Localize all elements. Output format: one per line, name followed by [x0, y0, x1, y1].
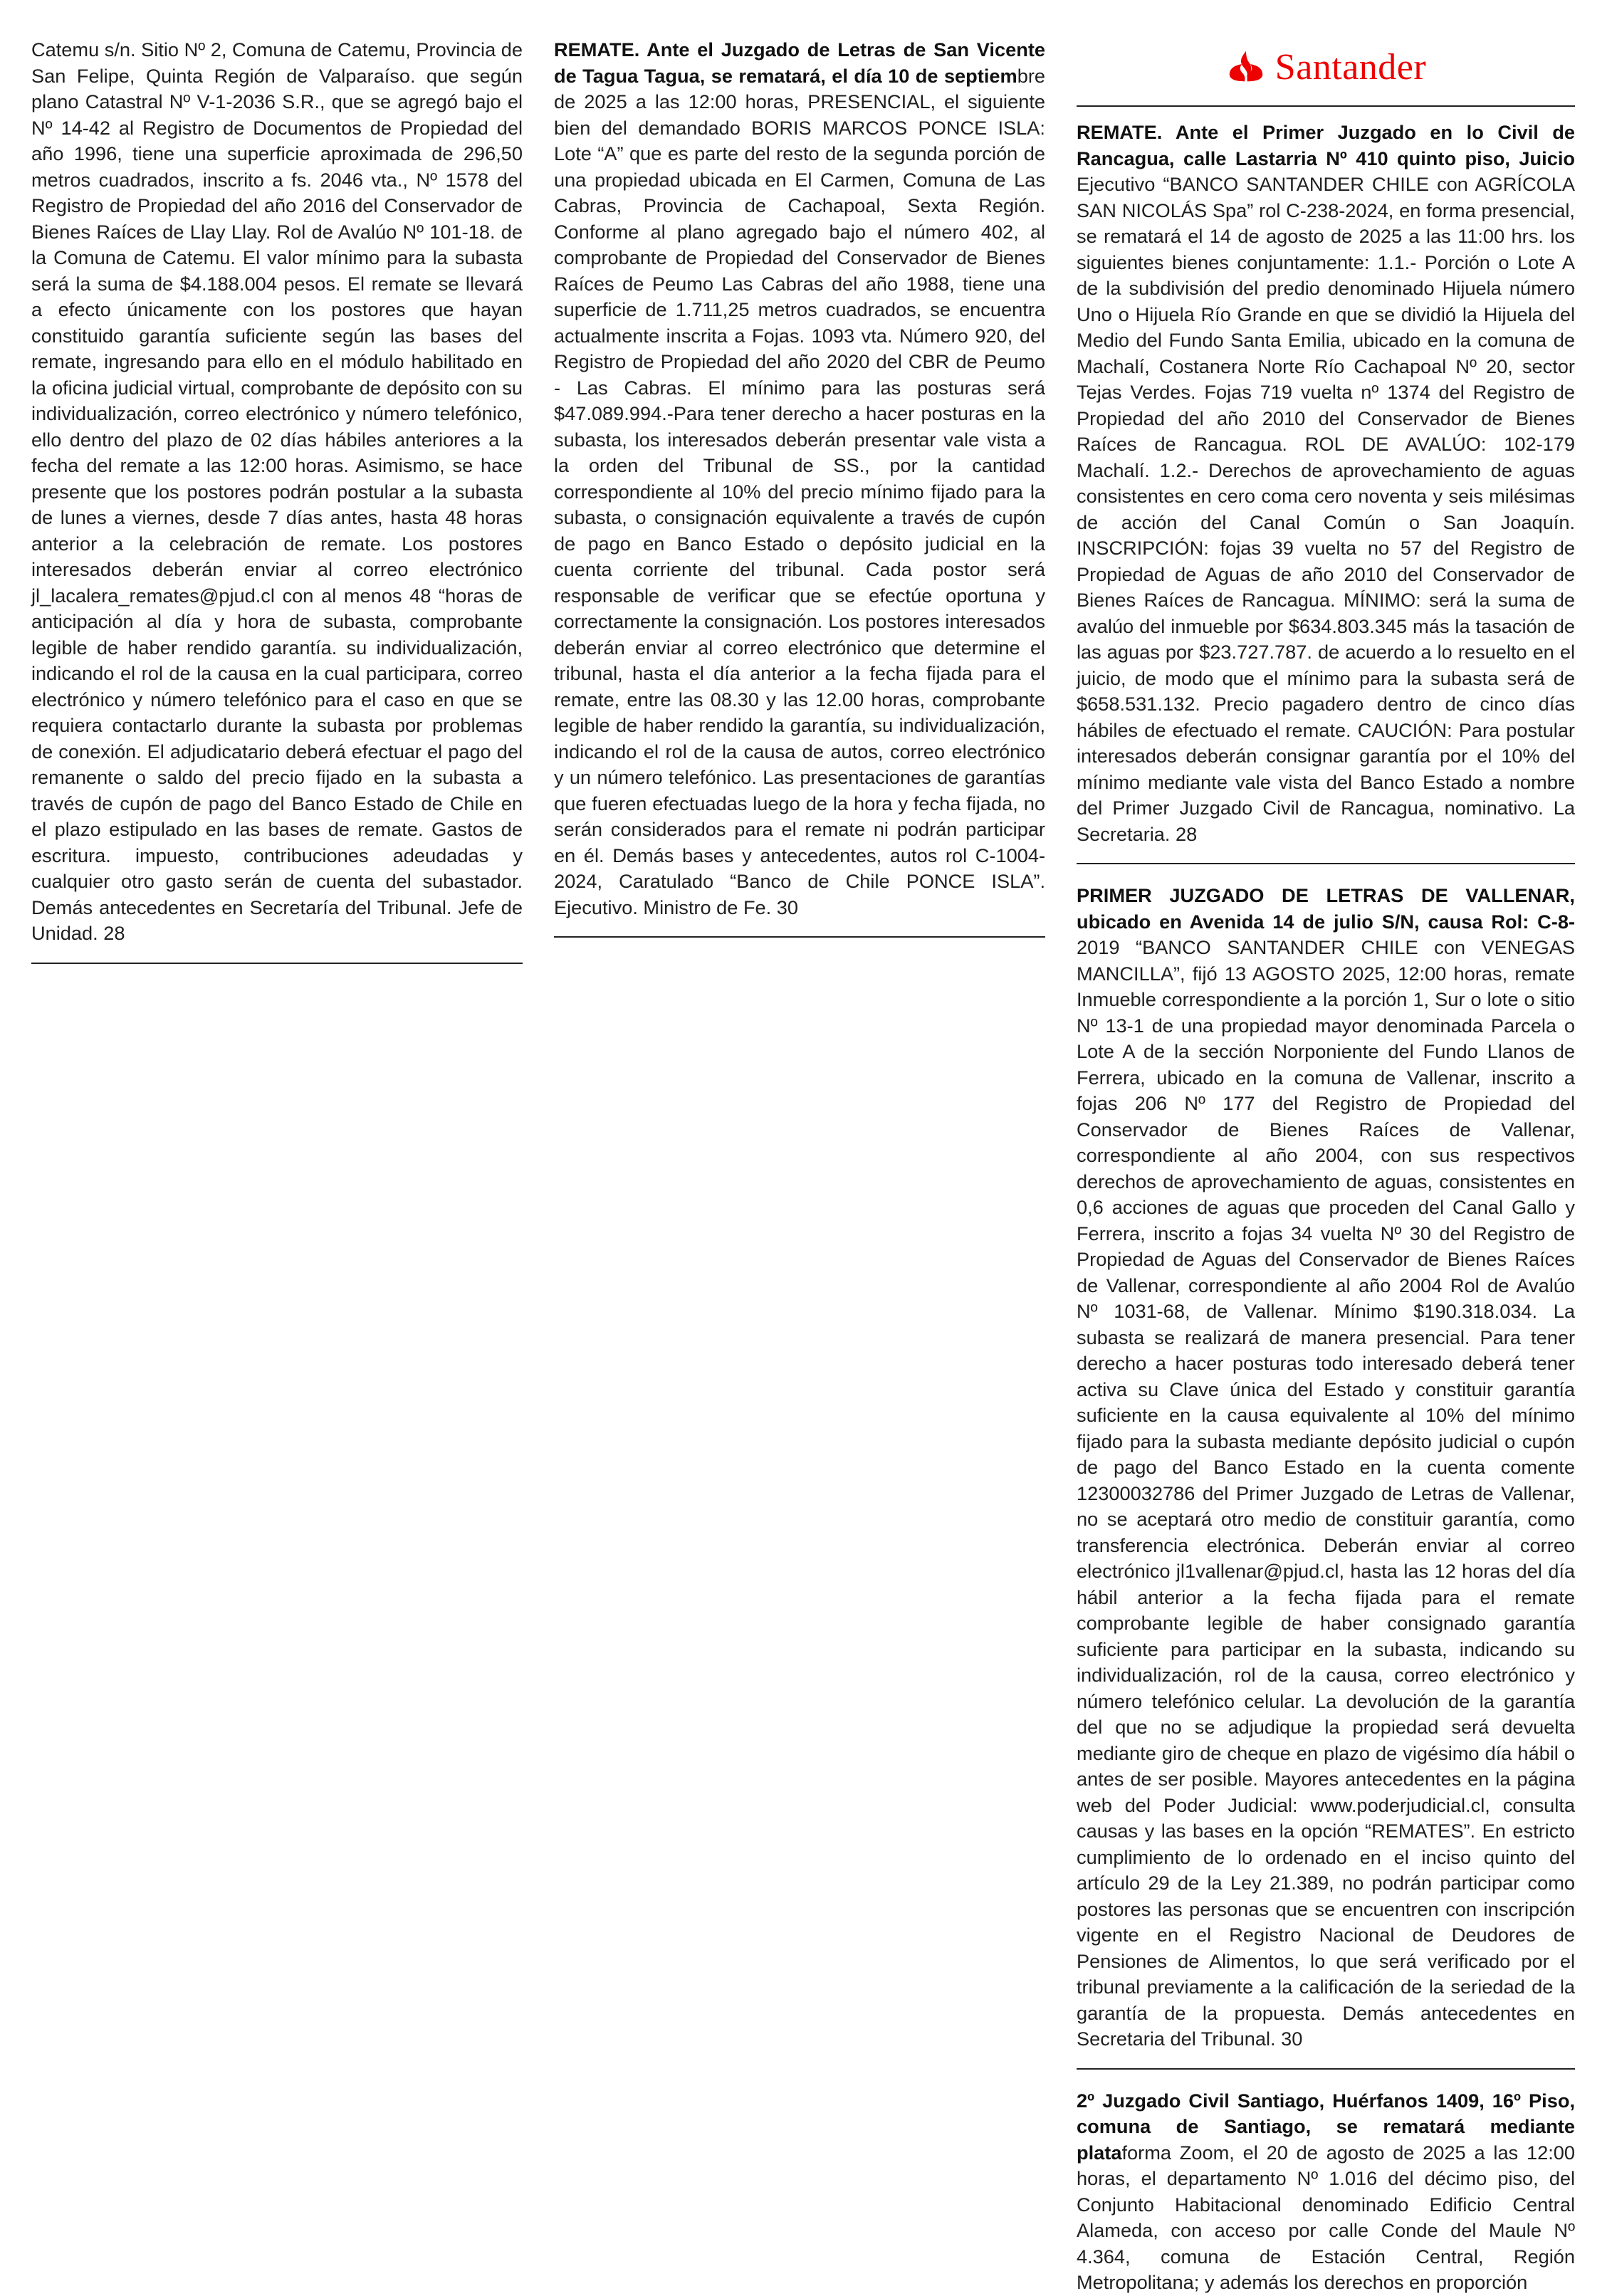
notice-vallenar-text: 2019 “BANCO SANTANDER CHILE con VENEGAS MANCILLA”, fijó 13 AGOSTO 2025, 12:00 horas, remate Inmueble correspondiente a la porción 1, Sur o lote o sitio Nº 13-1 de una propiedad mayor denominada Parcela o Lote A de la sección Norponiente del Fundo Llanos de Ferrera, ubicado en la comuna de Vallenar, inscrito a fojas 206 Nº 177 del Registro de Propiedad del Conservador de Bienes Raíces de Vallenar, correspondiente al año 2004, con sus respectivos derechos de aprovechamiento de aguas, consistentes en 0,6 acciones de aguas que proceden del Canal Gallo y Ferrera, inscrito a fojas 34 vuelta Nº 30 del Registro de Propiedad de Aguas del Conservador de Bienes Raíces de Vallenar, correspondiente al año 2004 Rol de Avalúo Nº 1031-68, de Vallenar. Mínimo $190.318.034. La subasta se realizará de manera presencial. Para tener derecho a hacer posturas todo interesado deberá tener activa su Clave única del Estado y constituir garantía suficiente en la causa equivalente al 10% del mínimo fijado para la subasta mediante depósito judicial o cupón de pago del Banco Estado en la cuenta comente 12300032786 del Primer Juzgado de Letras de Vallenar, no se aceptará otro medio de constituir garantía, como transferencia electrónica. Deberán enviar al correo electrónico jl1vallenar@pjud.cl, hasta las 12 horas del día hábil anterior a la fecha fijada para el remate comprobante legible de haber consignado garantía suficiente para participar en la subasta, indicando su individualización, rol de la causa, correo electrónico y número telefónico celular. La devolución de la garantía del que no se adjudique la propiedad será devuelta mediante giro de cheque en plazo de vigésimo día hábil o antes de ser posible. Mayores antecedentes en la página web del Poder Judicial: www.poderjudicial.cl, consulta causas y las bases en la opción “REMATES”. En estricto cumplimiento de lo ordenado en el inciso quinto del artículo 29 de la Ley 21.389, no podrán participar como postores las personas que se encuentren con inscripción vigente en el Registro Nacional de Deudores de Pensiones de Alimentos, lo que será verificado por el tribunal previamente a la calificación de la seriedad de la garantía de la propuesta. Demás antecedentes en Secretaria del Tribunal. 30 [1077, 936, 1575, 2050]
notice-santiago [1077, 2088, 1575, 2296]
notice-san-vicente-heading: REMATE. Ante el Juzgado de Letras de San Vicente de Tagua Tagua, se rematará, el día 10 de septiem [554, 38, 1045, 87]
column-divider [1077, 2068, 1575, 2070]
santander-flame-icon [1225, 47, 1267, 88]
column-middle [554, 37, 1045, 956]
notice-catemu-text: Catemu s/n. Sitio Nº 2, Comuna de Catemu, Provincia de San Felipe, Quinta Región de Valparaíso. que según plano Catastral Nº V-1-2036 S.R., que se agregó bajo el Nº 14-42 al Registro de Documentos de Propiedad del año 1996, tiene una superficie aproximada de 296,50 metros cuadrados, inscrito a fs. 2046 vta., Nº 1578 del Registro de Propiedad del año 2016 del Conservador de Bienes Raíces de Llay Llay. Rol de Avalúo Nº 101-18. de la Comuna de Catemu. El valor mínimo para la subasta será la suma de $4.188.004 pesos. El remate se llevará a efecto únicamente con los postores que hayan constituido garantía suficiente según las bases del remate, ingresando para ello en el módulo habilitado en la oficina judicial virtual, comprobante de depósito con su individualización, correo electrónico y número telefónico, ello dentro del plazo de 02 días hábiles anteriores a la fecha del remate a las 12:00 horas. Asimismo, se hace presente que los postores podrán postular a la subasta de lunes a viernes, desde 7 días antes, hasta 48 horas anterior a la celebración de remate. Los postores interesados deberán enviar al correo electrónico jl_lacalera_remates@pjud.cl con al menos 48 “horas de anticipación al día y hora de subasta, comprobante legible de haber rendido garantía. su individualización, indicando el rol de la causa en la cual participara, correo electrónico y número telefónico para el caso en que se requiera contactarlo durante la subasta por problemas de conexión. El adjudicatario deberá efectuar el pago del remanente o saldo del precio fijado en la subasta a través de cupón de pago del Banco Estado de Chile en el plazo estipulado en las bases de remate. Gastos de escritura. impuesto, contribuciones adeudadas y cualquier otro gasto serán de cuenta del subastador. Demás antecedentes en Secretaría del Tribunal. Jefe de Unidad. 28 [31, 38, 523, 944]
column-divider [1077, 863, 1575, 864]
notice-vallenar-heading: PRIMER JUZGADO DE LETRAS DE VALLENAR, ubicado en Avenida 14 de julio S/N, causa Rol: C-8- [1077, 884, 1575, 933]
column-divider [1077, 105, 1575, 107]
column-divider [31, 963, 523, 964]
santander-logo-text: Santander [1275, 46, 1427, 88]
notice-santiago-heading: 2º Juzgado Civil Santiago, Huérfanos 1409, 16º Piso, comuna de Santiago, se rematará mediante plata [1077, 2089, 1575, 2164]
column-left [31, 37, 523, 982]
notice-rancagua [1077, 120, 1575, 847]
notice-san-vicente-text: bre de 2025 a las 12:00 horas, PRESENCIAL, el siguiente bien del demandado BORIS MARCOS PONCE ISLA: Lote “A” que es parte del resto de la segunda porción de una propiedad ubicada en El Carmen, Comuna de Las Cabras, Provincia de Cachapoal, Sexta Región. Conforme al plano agregado bajo el número 402, al comprobante de Propiedad del Conservador de Bienes Raíces de Peumo Las Cabras del año 1988, tiene una superficie de 1.711,25 metros cuadrados, se encuentra actualmente inscrita a Fojas. 1093 vta. Número 920, del Registro de Propiedad del año 2020 del CBR de Peumo - Las Cabras. El mínimo para las posturas será $47.089.994.-Para tener derecho a hacer posturas en la subasta, los interesados deberán presentar vale vista a la orden del Tribunal de SS., por la cantidad correspondiente al 10% del precio mínimo fijado para la subasta, o consignación equivalente a través de cupón de pago en Banco Estado o depósito judicial en la cuenta corriente del tribunal. Cada postor será responsable de verificar que se efectúe oportuna y correctamente la consignación. Los postores interesados deberán enviar al correo electrónico que determine el tribunal, hasta el día anterior a la fecha fijada para el remate, entre las 08.30 y las 12.00 horas, comprobante legible de haber rendido la garantía, su individualización, indicando el rol de la causa de autos, correo electrónico y un número telefónico. Las presentaciones de garantías que fueren efectuadas luego de la hora y fecha fijada, no serán considerados para el remate ni podrán participar en él. Demás bases y antecedentes, autos rol C-1004-2024, Caratulado “Banco de Chile PONCE ISLA”. Ejecutivo. Ministro de Fe. 30 [554, 64, 1045, 918]
notice-rancagua-text: Ejecutivo “BANCO SANTANDER CHILE con AGRÍCOLA SAN NICOLÁS Spa” rol C-238-2024, en forma presencial, se rematará el 14 de agosto de 2025 a las 11:00 hrs. los siguientes bienes conjuntamente: 1.1.- Porción o Lote A de la subdivisión del predio denominado Hijuela número Uno o Hijuela Río Grande en que se dividió la Hijuela del Medio del Fundo Santa Emilia, ubicado en la comuna de Machalí, Costanera Norte Río Cachapoal Nº 20, sector Tejas Verdes. Fojas 719 vuelta nº 1374 del Registro de Propiedad del año 2010 del Conservador de Bienes Raíces de Rancagua. ROL DE AVALÚO: 102-179 Machalí. 1.2.- Derechos de aprovechamiento de aguas consistentes en cero coma cero noventa y seis milésimas de acción del Canal Común o San Joaquín. INSCRIPCIÓN: fojas 39 vuelta no 57 del Registro de Propiedad de Aguas de año 2010 del Conservador de Bienes Raíces de Rancagua. MÍNIMO: será la suma de avalúo del inmueble por $634.803.345 más la tasación de las aguas por $23.727.787. de acuerdo a lo resuelto en el juicio, de modo que el mínimo para la subasta será de $658.531.132. Precio pagadero dentro de cinco días hábiles de efectuado el remate. CAUCIÓN: Para postular interesados deberán consignar garantía por el 10% del mínimo mediante vale vista del Banco Estado a nombre del Primer Juzgado Civil de Rancagua, nominativo. La Secretaria. 28 [1077, 173, 1575, 845]
notice-rancagua-heading: REMATE. Ante el Primer Juzgado en lo Civil de Rancagua, calle Lastarria Nº 410 quinto piso, Juicio [1077, 121, 1575, 169]
santander-logo [1077, 40, 1575, 95]
notice-san-vicente [554, 37, 1045, 921]
column-divider [554, 936, 1045, 938]
column-right [1077, 37, 1575, 2296]
notice-vallenar [1077, 883, 1575, 2053]
notice-santiago-text: forma Zoom, el 20 de agosto de 2025 a las 12:00 horas, el departamento Nº 1.016 del décimo piso, del Conjunto Habitacional denominado Edificio Central Alameda, con acceso por calle Conde del Maule Nº 4.364, comuna de Estación Central, Región Metropolitana; y además los derechos en proporción [1077, 2141, 1575, 2293]
